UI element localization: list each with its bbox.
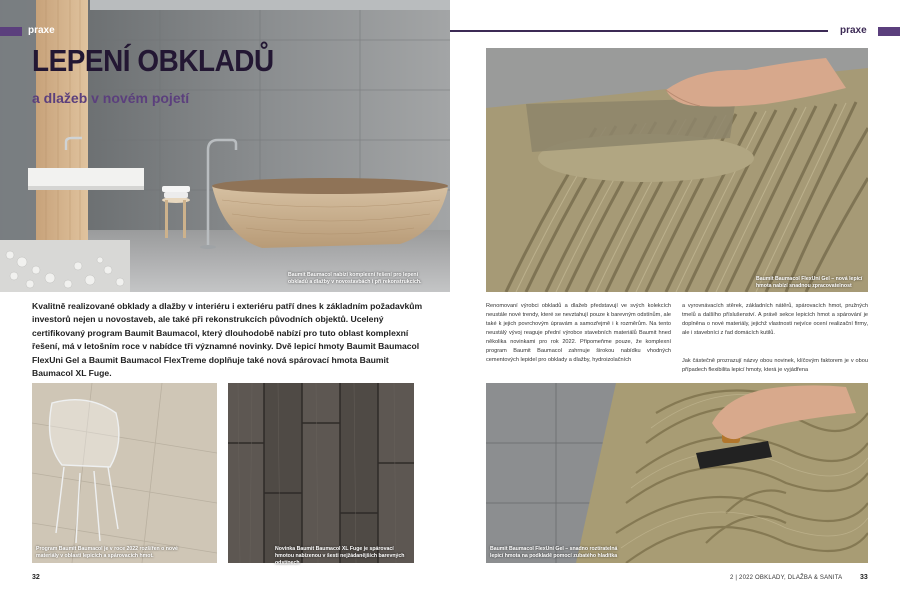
body-column-2-para-1: a vyrovnávacích stěrek, základních nátěrů, spárovacích hmot, pružných tmelů a dalšího příslušenství. A právě sekce lepicích hmot a spárování je doplněna o nové materiály, jejichž vlastnosti nejvíce ocení realizační firmy, ale i stavebníci z řad domácích kutilů. [682, 303, 868, 336]
body-column-1: Renomovaní výrobci obkladů a dlažeb představují ve svých kolekcích neustále nové trendy, které se nevztahují pouze k barevným odstínům, ale také k jejich povrchovým úpravám a samozřejmě i k rozměrům. Na tento neustálý vývoj reaguje přední výrobce stavebních materiálů Baumit hned několika novinkami pro rok 2022. Připomeňme pouze, že komplexní program Baumit Baumacol zahrnuje širokou nabídku vhodných cementových lepidel pro obklady a dlažby, hydroizolačních [486, 303, 671, 363]
section-tag-left: praxe [28, 25, 55, 36]
chair-photo-caption: Program Baumit Baumacol je v roce 2022 rozšířen o nové materiály v oblasti lepicích a spárovacích hmot. [36, 546, 178, 559]
trowel-photo [486, 48, 868, 292]
wood-tile-illustration [228, 383, 414, 563]
trowel-caption: Baumit Baumacol FlexUni Gel – nová lepicí hmota nabízí snadnou zpracovatelnost [756, 276, 863, 289]
chair-photo [32, 383, 217, 563]
magazine-footer: 2 | 2022 OBKLADY, DLAŽBA & SANITA [730, 575, 843, 581]
wood-tile-photo [228, 383, 414, 563]
trowel-illustration [486, 48, 868, 292]
wood-photo-caption: Novinka Baumit Baumacol XL Fuge je spárovací hmotou nabízenou v šesti nejžádanějších barevných odstínech [275, 546, 405, 566]
article-subtitle: a dlažeb v novém pojetí [32, 90, 190, 106]
hero-caption: Baumit Baumacol nabízí komplexní řešení pro lepení obkladů a dlažby v novostavbách i při rekonstrukcích. [288, 272, 422, 285]
spreading-illustration [486, 383, 868, 563]
spreading-photo [486, 383, 868, 563]
section-tag-right: praxe [840, 25, 867, 36]
page-number-right: 33 [860, 574, 868, 581]
body-column-2-para-2: Jak částečně prozrazují názvy obou novinek, klíčovým faktorem je v obou případech flexibilita lepicí hmoty, která je vyjádřena [682, 358, 868, 373]
right-tag-box [878, 27, 900, 36]
lead-paragraph: Kvalitně realizované obklady a dlažby v interiéru i exteriéru patří dnes k základním požadavkům investorů nejen u novostaveb, ale také při rekonstrukcích původních objektů. Ucelený certifikovaný program Baumit Baumacol, který dlouhodobě nabízí pro tuto oblast komplexní řešení, má v letošním roce v nabídce tři významné novinky. Dvě lepicí hmoty Baumit Baumacol FlexUni Gel a Baumit Baumacol FlexTreme doplňuje také nová spárovací hmota Baumit Baumacol XL Fuge. [32, 301, 423, 379]
header-rule-right [450, 30, 828, 32]
page-number-left: 32 [32, 574, 40, 581]
article-title: LEPENÍ OBKLADŮ [32, 43, 274, 78]
chair-illustration [32, 383, 217, 563]
spreading-caption: Baumit Baumacol FlexUni Gel – snadno roztíratelná lepicí hmota na podkladě pomocí zubatého hladítka [490, 546, 618, 559]
left-tag-box [0, 27, 22, 36]
